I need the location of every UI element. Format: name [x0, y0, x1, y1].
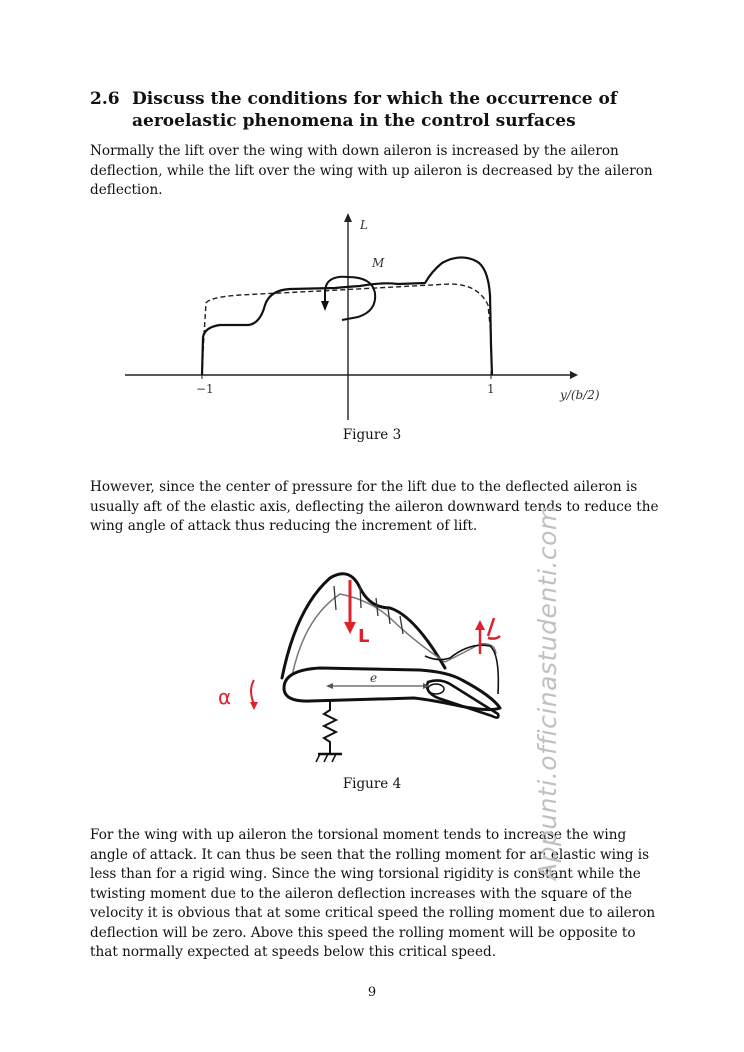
- paragraph-intro: Normally the lift over the wing with down aileron is increased by the aileron deflection, while the lift over the wing with up aileron is decreased by the aileron deflection.: [90, 143, 653, 198]
- figure-3-caption: Figure 3: [342, 427, 402, 443]
- y-axis-arrow: [344, 213, 352, 222]
- aileron: [427, 680, 498, 717]
- paragraph-center-of-pressure: However, since the center of pressure for the lift due to the deflected aileron is usually aft of the elastic axis, deflecting the aileron downward tends to reduce the wing angle of attack thus reducing the increment of lift.: [90, 479, 659, 534]
- paragraph-rolling-moment: For the wing with up aileron the torsional moment tends to increase the wing angle of attack. It can thus be seen that the rolling moment for an elastic wing is less than for a rigid wing. Since the wing torsional rigidity is constant while the twisting moment due to the aileron deflection increases with the square of the velocity it is obvious that at some critical speed the rolling moment due to aileron deflection will be zero. Above this speed the rolling moment will be opposite to that normally expected at speeds below this critical speed.: [90, 827, 656, 960]
- alpha-label-red: α: [218, 685, 232, 709]
- rigid-lift-curve: [202, 284, 492, 375]
- figure-4-aileron-sketch: [200, 558, 520, 778]
- section-title: Discuss the conditions for which the occurrence of aeroelastic phenomena in the control surfaces: [132, 89, 618, 131]
- alpha-arrow: [251, 680, 254, 704]
- airfoil: [284, 668, 500, 710]
- moment-loop: [325, 277, 375, 320]
- figure-3-lift-distribution: [120, 205, 620, 420]
- chord-label: e: [370, 671, 378, 685]
- x-axis-arrow: [570, 371, 578, 379]
- page-number: 9: [367, 985, 377, 1000]
- tick-label-left: −1: [196, 382, 214, 396]
- section-number: 2.6: [90, 89, 120, 109]
- elastic-lift-curve: [202, 257, 492, 375]
- x-axis-label: y/(b/2): [560, 388, 600, 402]
- figure-4-caption: Figure 4: [342, 776, 402, 792]
- lift-label-red: L: [358, 626, 370, 647]
- moment-label: M: [372, 256, 385, 270]
- tick-label-right: 1: [487, 382, 495, 396]
- moment-arrow: [321, 301, 329, 311]
- watermark: Appunti.officinastudenti.com: [533, 505, 562, 880]
- y-axis-label: L: [360, 218, 368, 232]
- torsion-spring: [324, 700, 336, 754]
